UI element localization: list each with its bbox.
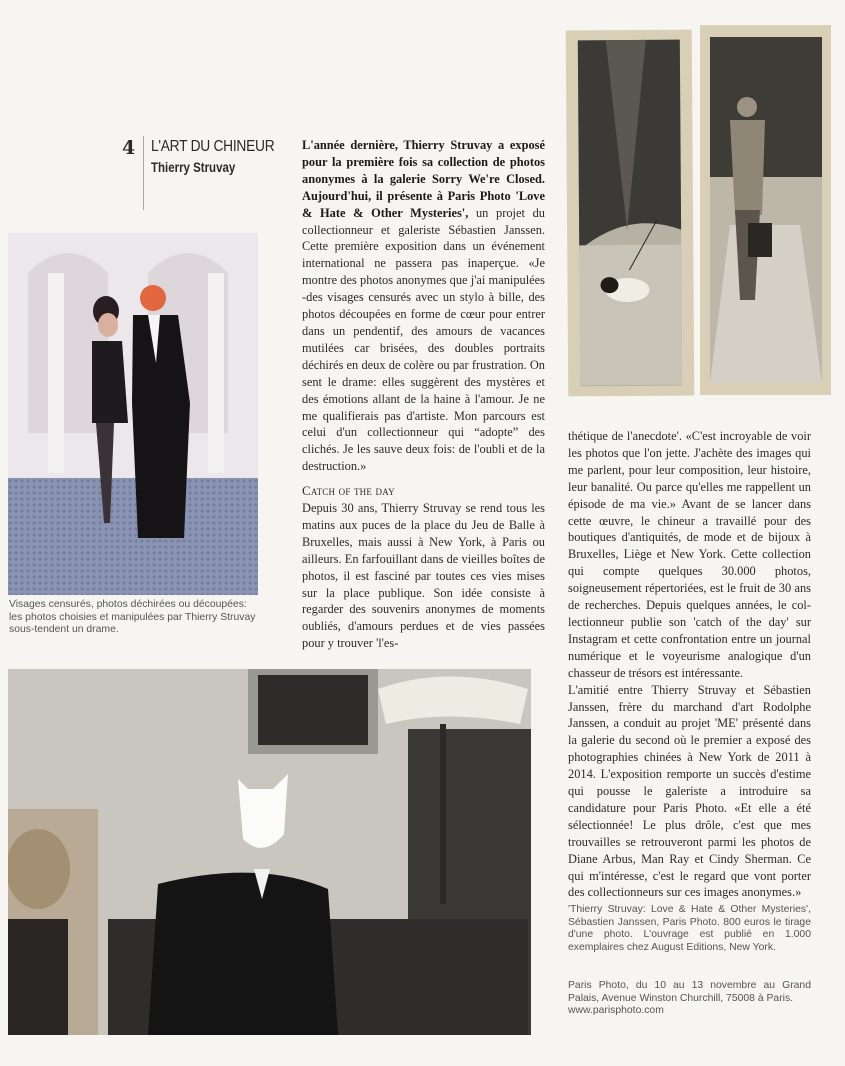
article-column-2 — [568, 428, 811, 1018]
lead-paragraph — [302, 137, 545, 475]
section-number: 4 — [122, 137, 136, 159]
article-column-1 — [302, 137, 545, 652]
paragraph: thétique de l'anecdote'. «C'est incroyable de voir les photos que l'on jette. J'achète des images qui me parlent, pour leur composition, leur histoire, leur banalité. Ou parce qu'elles me rappellent un épisode de ma vie.» Avant de se lancer dans cette œuvre, le chineur a travaillé pour des boutiques d'antiquités, de mode et de bijoux à Bruxelles, Liège et New York. Cette collection qui compte quelques 30.000 photos, soigneusement répertoriées, est le fruit de 30 ans de recherches. Depuis quelques années, le collectionneur publie son 'catch of the day' sur Instagram et cette confrontation entre un journal numérique et le voyeurisme analogique d'un chasseur de trésors est intéressante. — [568, 429, 811, 680]
paragraph: L'amitié entre Thierry Struvay et Sébastien Janssen, frère du marchand d'art Rodolphe Janssen, a conduit au projet 'ME' présenté dans la galerie du second où le premier a exposé des photographies chinées à New York de 2011 à 2014. L'exposition remporte un succès d'estime qui pousse le galeriste a introduire sa candidature pour Paris Photo. «Et elle a été sélectionnée! Le plus drôle, c'est que mes trouvailles se retrouveront parmi les photos de Diane Arbus, Man Ray et Cindy Sherman. Ce qui m'intéresse, c'est le regard que vont porter des collectionneurs sur ces images anonymes.» — [568, 682, 811, 900]
photo-masked-man — [8, 669, 531, 1035]
exhibition-info: 'Thierry Struvay: Love & Hate & Other Mysteries', Sébastien Janssen, Paris Photo. 800 euros le tirage d'une photo. L'ouvrage est publié en 1.000 exemplaires chez August Editions, New York. — [568, 904, 811, 953]
website-link[interactable]: www.parisphoto.com — [568, 1005, 664, 1017]
section-title: L'ART DU CHINEUR — [151, 138, 275, 155]
photo-couple — [8, 233, 258, 595]
section-subtitle: Thierry Struvay — [151, 159, 236, 175]
photo-strip-dog — [566, 30, 695, 397]
lead-text: un projet du collectionneur et galeriste Sébastien Janssen. Cette première exposition dans un événement international ne passera pas inaperçue. «Je montre des photos anonymes que j'ai manipulées -des visages censurés avec un stylo à bille, des photos découpées en forme de cœur pour entrer dans un pendentif, des amours de vacances mutilées car brisées, des doubles portraits déchirés en deux de colère ou par frustration. On sent le drame: elles suggèrent des mystères et des émotions allant de la haine à l'amour. Je ne me qualifierais pas d'artiste. Mon parcours est celui d'un collectionneur qui “adopte” des clichés. Je les sauve deux fois: de l'oubli et de la destruction.» — [302, 205, 545, 474]
photo-strip-man — [700, 25, 831, 395]
event-info: Paris Photo, du 10 au 13 novembre au Grand Palais, Avenue Winston Churchill, 75008 à Paris. — [568, 980, 811, 1004]
lead-bold: L'année dernière, Thierry Struvay a exposé pour la première fois sa collection de photos anonymes à la galerie Sorry We're Closed. Aujourd'hui, il présente à Paris Photo 'Love & Hate & Other Mysteries', — [302, 138, 545, 220]
photo-caption: Visages censurés, photos déchirées ou découpées: les photos choisies et manipulées par Thierry Struvay sous-tendent un drame. — [9, 599, 256, 635]
header-divider — [143, 136, 144, 210]
subheading-catch-of-the-day: Catch of the day — [302, 483, 395, 499]
paragraph: Depuis 30 ans, Thierry Struvay se rend tous les matins aux puces de la place du Jeu de Balle à Bruxelles, mais aussi à New York, à Paris ou ailleurs. En farfouillant dans de vieilles boîtes de photos, il est fasciné par toutes ces vies mises sur la place publique. Son idée consiste à regarder des souvenirs anonymes de moments oubliés, d'amours perdues et de vies passées pour y trouver 'l'es- — [302, 501, 545, 651]
